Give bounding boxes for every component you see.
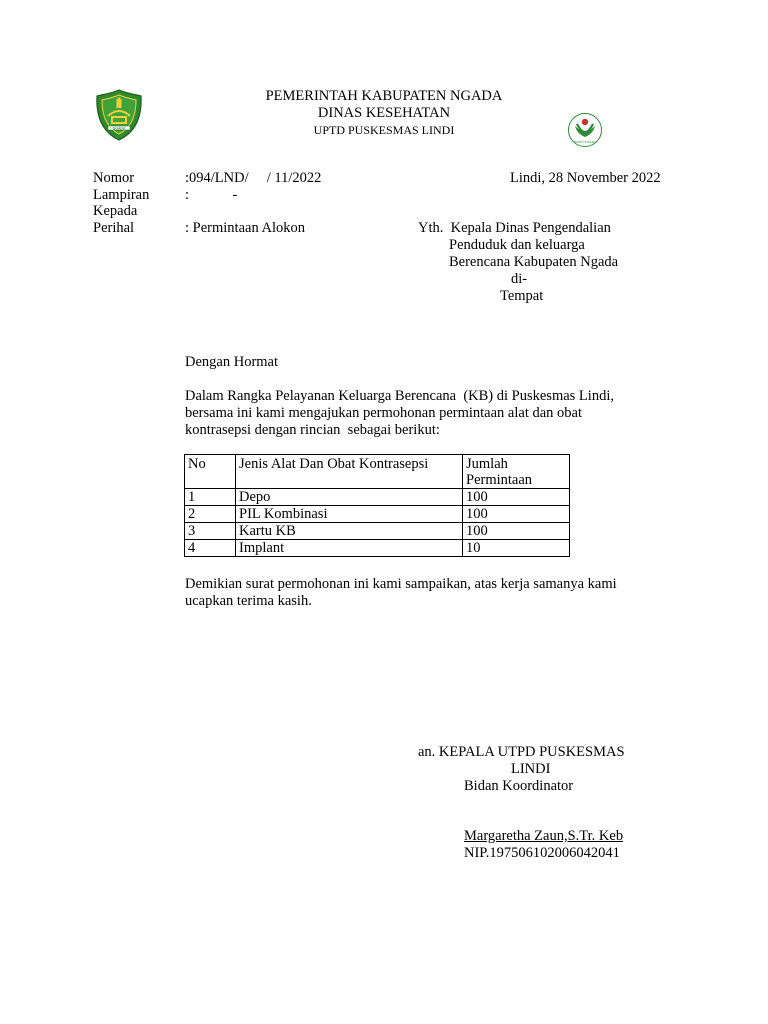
- signature-title-line-1: an. KEPALA UTPD PUSKESMAS: [418, 744, 625, 760]
- bakti-husada-caption: BAKTI HUSADA: [573, 140, 597, 144]
- perihal-label: Perihal: [93, 220, 135, 236]
- table-header-row: [185, 455, 570, 489]
- cell-jenis: PIL Kombinasi: [236, 506, 463, 523]
- recipient-line-2: Penduduk dan keluarga: [449, 237, 585, 253]
- greeting: Dengan Hormat: [185, 354, 279, 370]
- body-paragraph-line-1: Dalam Rangka Pelayanan Keluarga Berencana (KB) di Puskesmas Lindi,: [185, 388, 614, 404]
- cell-jumlah: 100: [463, 489, 570, 506]
- lampiran-value: : -: [185, 187, 238, 203]
- signatory-nip: NIP.197506102006042041: [464, 845, 620, 861]
- kepada-label: Kepada: [93, 203, 138, 219]
- cell-jenis: Depo: [236, 489, 463, 506]
- letterhead-department: DINAS KESEHATAN: [317, 105, 451, 121]
- table-row: [185, 489, 570, 506]
- header-jumlah: Jumlah Permintaan: [463, 455, 570, 489]
- body-paragraph-line-3: kontrasepsi dengan rincian sebagai berikut:: [185, 422, 440, 438]
- request-table: [184, 454, 570, 557]
- cell-jumlah: 100: [463, 506, 570, 523]
- recipient-line-1: Yth. Kepala Dinas Pengendalian: [418, 220, 611, 236]
- lampiran-label: Lampiran: [93, 187, 150, 203]
- cell-jumlah: 100: [463, 523, 570, 540]
- letterhead-government: PEMERINTAH KABUPATEN NGADA: [265, 88, 503, 104]
- recipient-line-4: di-: [511, 271, 528, 287]
- table-row: [185, 540, 570, 557]
- nomor-value: :094/LND/ / 11/2022: [185, 170, 322, 186]
- signature-title-line-2: LINDI: [511, 761, 551, 777]
- cell-jenis: Implant: [236, 540, 463, 557]
- closing-line-2: ucapkan terima kasih.: [185, 593, 312, 609]
- table-row: [185, 523, 570, 540]
- recipient-line-5: Tempat: [500, 288, 544, 304]
- cell-no: 1: [185, 489, 236, 506]
- cell-no: 3: [185, 523, 236, 540]
- crest-caption: NGADA: [112, 126, 126, 131]
- header-no: No: [185, 455, 236, 489]
- header-jenis: Jenis Alat Dan Obat Kontrasepsi: [236, 455, 463, 489]
- body-paragraph-line-2: bersama ini kami mengajukan permohonan permintaan alat dan obat: [185, 405, 583, 421]
- letterhead-unit: UPTD PUSKESMAS LINDI: [313, 123, 455, 137]
- closing-line-1: Demikian surat permohonan ini kami sampaikan, atas kerja samanya kami: [185, 576, 617, 592]
- cell-no: 4: [185, 540, 236, 557]
- recipient-line-3: Berencana Kabupaten Ngada: [449, 254, 619, 270]
- cell-jumlah: 10: [463, 540, 570, 557]
- letter-date: Lindi, 28 November 2022: [510, 170, 661, 186]
- nomor-label: Nomor: [93, 170, 135, 186]
- signature-role: Bidan Koordinator: [464, 778, 574, 794]
- perihal-value: : Permintaan Alokon: [185, 220, 306, 236]
- table-row: [185, 506, 570, 523]
- cell-no: 2: [185, 506, 236, 523]
- signatory-name: Margaretha Zaun,S.Tr. Keb: [464, 828, 624, 844]
- cell-jenis: Kartu KB: [236, 523, 463, 540]
